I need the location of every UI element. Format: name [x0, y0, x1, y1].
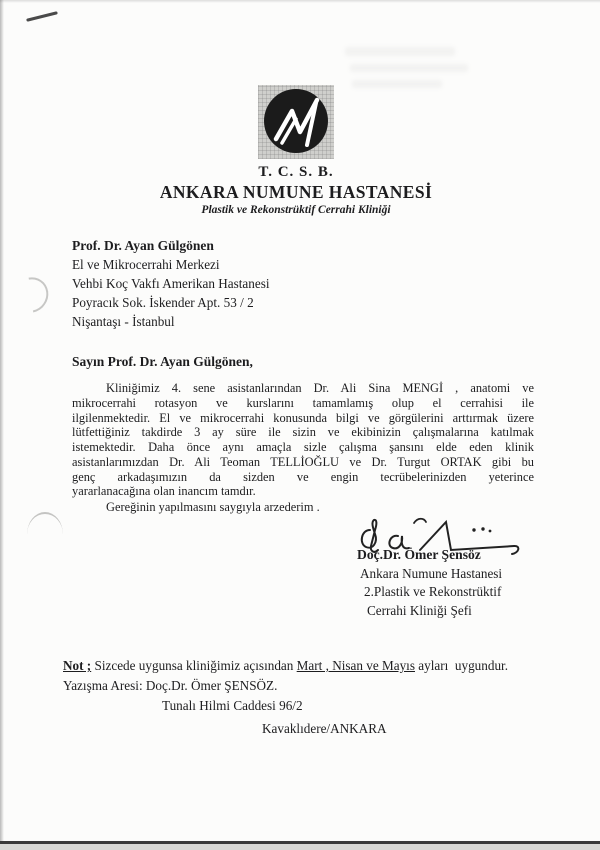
body-line: genç arkadaşımızın da sizden ve engin tecrübelerinizden yeterince [72, 469, 534, 484]
scan-edge-bottom-strip [0, 844, 600, 850]
signature-block [357, 546, 502, 620]
signer-org: Ankara Numune Hastanesi [360, 565, 503, 581]
bleed-through-ghost-text [345, 47, 455, 56]
org-name: ANKARA NUMUNE HASTANESİ [159, 182, 433, 202]
correspondence-contact: Yazışma Aresi: Doç.Dr. Ömer ŞENSÖZ. [63, 677, 278, 693]
body-line: ilgilenmektedir. El ve mikrocerrahi konusunda bilgi ve görgülerini arttırmak üzere [72, 410, 534, 425]
salutation: Sayın Prof. Dr. Ayan Gülgönen, [72, 354, 253, 369]
scan-edge-top [0, 0, 600, 3]
recipient-address-line: Nişantaşı - İstanbul [72, 313, 175, 329]
body-paragraph [72, 381, 534, 514]
scan-pen-arc [7, 271, 55, 320]
org-abbreviation: T. C. S. B. [258, 164, 334, 180]
recipient-address-line: Poyracık Sok. İskender Apt. 53 / 2 [72, 294, 254, 310]
note-line [63, 656, 549, 676]
signer-department: 2.Plastik ve Rekonstrüktif [364, 584, 502, 600]
scan-corner-mark [26, 11, 58, 22]
body-line: istemektedir. Daha önce aynı amaçla sizle çalışma şansını elde eden klinik [72, 440, 534, 454]
note-segment: Sizcede uygunsa kliniğimiz açısından [91, 658, 297, 673]
recipient-address-line: Vehbi Koç Vakfı Amerikan Hastanesi [72, 275, 270, 291]
bleed-through-ghost-text [350, 64, 468, 72]
correspondence-city: Kavaklıdere/ANKARA [262, 720, 387, 736]
note-segment: ayları uygundur. [414, 658, 509, 673]
body-line: mikrocerrahi rotasyon ve kurslarını tamamlamış olup el cerrahisi ile [72, 395, 534, 410]
signer-name: Doç.Dr. Ömer Şensöz [357, 547, 481, 562]
body-line: asistanlarımızdan Dr. Ali Teoman TELLİOĞLU ve Dr. Turgut ORTAK gibi bu [72, 454, 534, 469]
correspondence-street: Tunalı Hilmi Caddesi 96/2 [162, 698, 303, 713]
body-line: lütfettiğiniz takdirde 3 ay süre ile sizin ve ekibinizin çalışmalarına katılmak [72, 425, 534, 440]
signer-title: Cerrahi Kliniği Şefi [367, 602, 472, 618]
body-line: Kliniğimiz 4. sene asistanlarından Dr. Ali Sina MENGİ , anatomi ve [106, 381, 534, 395]
recipient-name: Prof. Dr. Ayan Gülgönen [72, 238, 214, 253]
recipient-address-line: El ve Mikrocerrahi Merkezi [72, 256, 220, 272]
scan-pen-arc [27, 512, 63, 544]
body-line: Gereğinin yapılmasını saygıyla arzederim . [106, 499, 320, 514]
recipient-block [72, 237, 270, 332]
hospital-logo-icon [258, 85, 334, 159]
note-segment: Mart , Nisan ve Mayıs [296, 658, 415, 673]
org-department: Plastik ve Rekonstrüktif Cerrahi Kliniği [201, 204, 391, 216]
note-segment: Not ; [63, 658, 92, 673]
body-line: yararlanacağına olan inancım tamdır. [72, 484, 256, 499]
note-block [63, 656, 549, 738]
letterhead [0, 85, 592, 216]
